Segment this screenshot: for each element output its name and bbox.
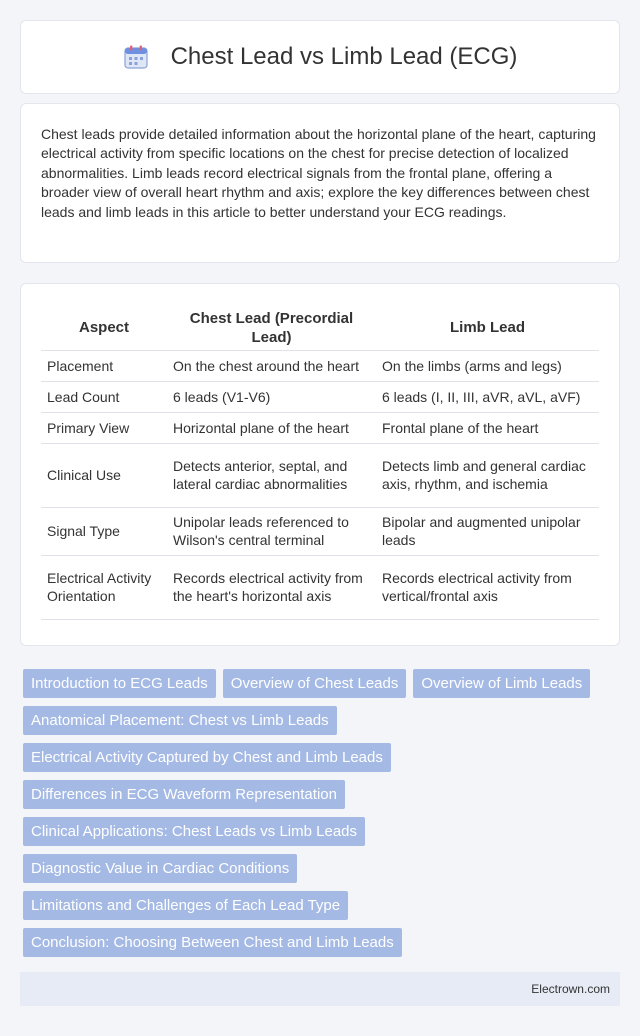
table-cell: Records electrical activity from vertical/frontal axis [376,555,599,619]
title-card [20,20,620,94]
table-header-cell: Chest Lead (Precordial Lead) [189,309,354,346]
link-row [23,706,623,735]
table-cell: Horizontal plane of the heart [167,412,376,443]
table-row [41,443,599,507]
table-row [41,350,599,381]
table-cell: 6 leads (V1-V6) [167,381,376,412]
table-cell: Electrical Activity Orientation [41,555,167,619]
comparison-table [41,306,599,620]
topic-link[interactable]: Differences in ECG Waveform Representation [23,780,345,809]
table-row [41,555,599,619]
table-row [41,412,599,443]
table-cell: Clinical Use [41,443,167,507]
table-cell: Bipolar and augmented unipolar leads [376,507,599,555]
link-row [23,743,623,772]
table-cell: Signal Type [41,507,167,555]
topic-link[interactable]: Clinical Applications: Chest Leads vs Limb Leads [23,817,365,846]
footer-site-link[interactable]: Electrown.com [531,982,610,996]
link-row [23,854,623,883]
comparison-table-card [20,283,620,646]
topic-link[interactable]: Electrical Activity Captured by Chest and Limb Leads [23,743,391,772]
link-row [23,669,623,698]
link-row [23,817,623,846]
table-cell: Placement [41,350,167,381]
link-row [23,780,623,809]
table-cell: Detects anterior, septal, and lateral cardiac abnormalities [167,443,376,507]
table-cell: On the chest around the heart [167,350,376,381]
table-cell: Records electrical activity from the heart's horizontal axis [167,555,376,619]
topic-link[interactable]: Conclusion: Choosing Between Chest and Limb Leads [23,928,402,957]
link-row [23,891,623,920]
topic-link[interactable]: Introduction to ECG Leads [23,669,216,698]
table-header-cell: Aspect [78,319,130,337]
topic-link[interactable]: Overview of Chest Leads [223,669,407,698]
table-cell: Unipolar leads referenced to Wilson's central terminal [167,507,376,555]
table-cell: Frontal plane of the heart [376,412,599,443]
intro-paragraph: Chest leads provide detailed information about the horizontal plane of the heart, capturing electrical activity from specific locations on the chest for precise detection of localized abnormalities. Limb leads record electrical signals from the frontal plane, offering a broader view of overall heart rhythm and axis; explore the key differences between chest leads and limb leads in this article to better understand your ECG readings. [41,126,596,220]
intro-card [20,103,620,263]
calendar-icon [123,44,149,70]
table-cell: On the limbs (arms and legs) [376,350,599,381]
link-row [23,928,623,957]
page-title: Chest Lead vs Limb Lead (ECG) [170,43,518,70]
table-cell: Detects limb and general cardiac axis, rhythm, and ischemia [376,443,599,507]
table-cell: 6 leads (I, II, III, aVR, aVL, aVF) [376,381,599,412]
topic-link[interactable]: Anatomical Placement: Chest vs Limb Leads [23,706,337,735]
table-row [41,507,599,555]
footer [20,972,620,1006]
table-header-cell: Limb Lead [449,319,525,337]
topic-link[interactable]: Overview of Limb Leads [413,669,590,698]
topic-links [23,669,623,965]
table-row [41,381,599,412]
topic-link[interactable]: Diagnostic Value in Cardiac Conditions [23,854,297,883]
table-cell: Primary View [41,412,167,443]
topic-link[interactable]: Limitations and Challenges of Each Lead Type [23,891,348,920]
table-header-row [41,306,599,350]
table-cell: Lead Count [41,381,167,412]
